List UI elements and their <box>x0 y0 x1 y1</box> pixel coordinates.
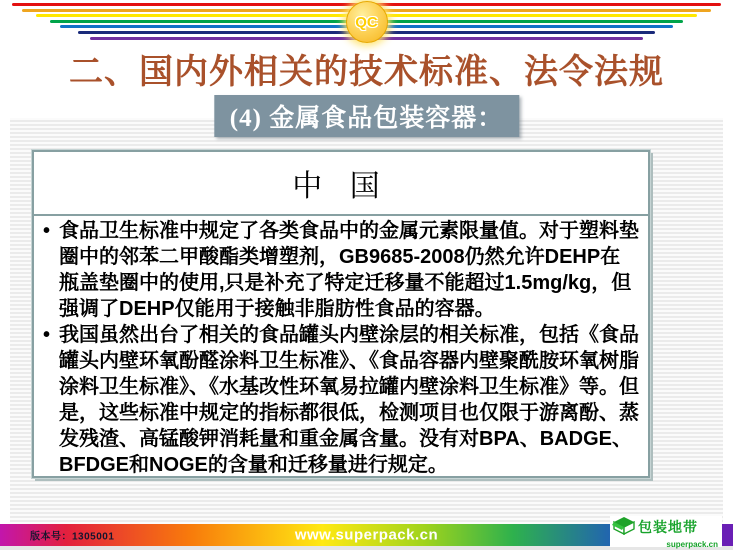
package-icon <box>612 515 636 540</box>
footer-logo <box>610 516 722 547</box>
section-subtitle-label: (4) 金属食品包装容器： <box>229 105 504 132</box>
page-title: 二、国内外相关的技术标准、法令法规 <box>69 54 664 91</box>
footer-logo-domain: superpack.cn <box>666 539 718 549</box>
table-body <box>34 216 648 476</box>
rainbow-wings <box>0 0 733 45</box>
footer-logo-name: 包装地带 <box>638 519 698 535</box>
bullet-item: • 我国虽然出台了相关的食品罐头内壁涂层的相关标准，包括《食品罐头内壁环氧酚醛涂料卫生标准》、《食品容器内壁聚酰胺环氧树脂涂料卫生标准》、《水基改性环氧易拉罐内壁涂料卫生标准》等。但是，这些标准中规定的指标都很低，检测项目也仅限于游离酚、蒸发残渣、高锰酸钾消耗量和重金属含量。没有对BPA、BADGE、BFDGE和NOGE的含量和迁移量进行规定。 <box>40 322 640 476</box>
table-header-country: 中 国 <box>34 152 648 216</box>
section-subtitle <box>214 95 519 137</box>
country-standards-table <box>32 150 650 478</box>
bullet-item: • 食品卫生标准中规定了各类食品中的金属元素限量值。对于塑料垫圈中的邻苯二甲酸酯类增塑剂，GB9685-2008仍然允许DEHP在瓶盖垫圈中的使用,只是补充了特定迁移量不能超过1.5mg/kg，但强调了DEHP仅能用于接触非脂肪性食品的容器。 <box>40 218 640 322</box>
footer-logo-top <box>612 515 718 540</box>
footer-url: www.superpack.cn <box>294 526 439 544</box>
bullet-list <box>40 218 640 476</box>
qc-badge-icon <box>346 1 388 43</box>
version-label: 版本号：1305001 <box>30 531 115 543</box>
qc-badge-label: QC <box>355 13 378 31</box>
